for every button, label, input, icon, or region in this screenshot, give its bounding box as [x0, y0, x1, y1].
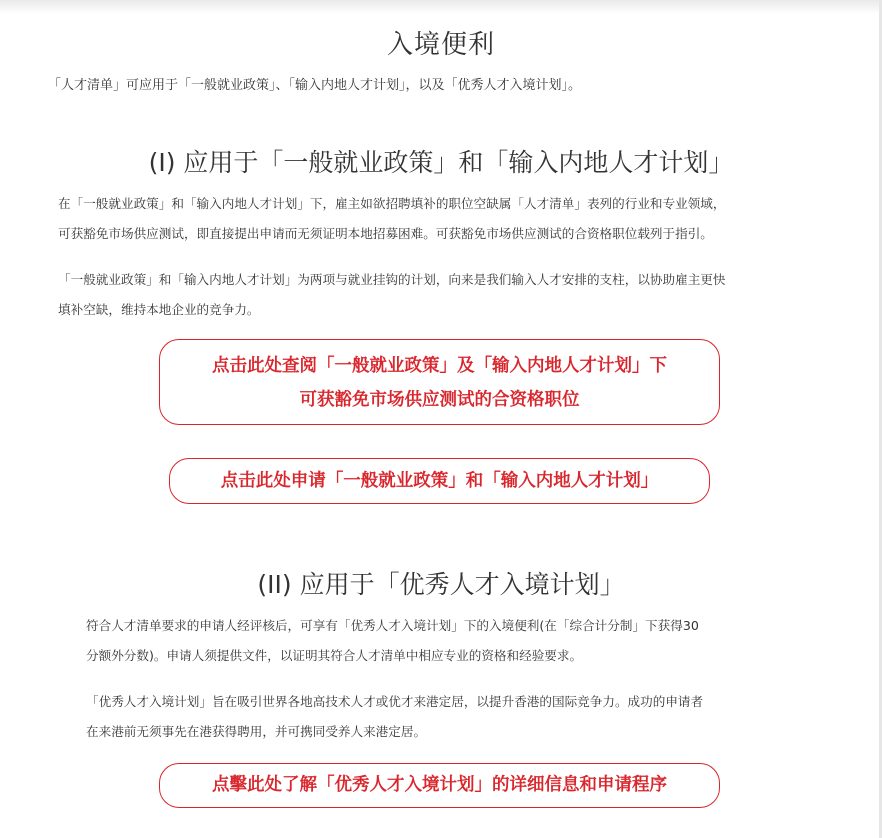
view-eligible-jobs-line1: 点击此处查阅「一般就业政策」及「输入内地人才计划」下 [212, 356, 667, 376]
intro-text: 「人才清单」可应用于「一般就业政策」、「输入内地人才计划」，以及「优秀人才入境计划」。 [48, 78, 582, 93]
page-title: 入境便利 [386, 30, 495, 60]
section1-heading: (I) 应用于「一般就业政策」和「输入内地人才计划」 [148, 148, 734, 177]
browser-top-shadow [0, 0, 882, 14]
section1-para2-line2: 填补空缺，维持本地企业的竞争力。 [58, 302, 260, 317]
section2-para1-line1: 符合人才清单要求的申请人经评核后，可享有「优秀人才入境计划」下的入境便利(在「综合计分制」下获得30 [86, 618, 699, 633]
section2-para1-line2: 分额外分数)。申请人须提供文件，以证明其符合人才清单中相应专业的资格和经验要求。 [86, 648, 583, 663]
apply-employment-schemes-button[interactable] [169, 458, 710, 504]
section2-paragraph1 [86, 611, 699, 671]
section1-paragraph1 [58, 189, 725, 249]
apply-employment-schemes-label: 点击此处申请「一般就业政策」和「输入内地人才计划」 [220, 471, 659, 491]
learn-more-talent-scheme-button[interactable] [159, 763, 720, 808]
view-eligible-jobs-button[interactable] [159, 339, 720, 425]
section2-para2-line2: 在来港前无须事先在港获得聘用，并可携同受养人来港定居。 [86, 724, 427, 739]
section1-para1-line2: 可获豁免市场供应测试，即直接提出申请而无须证明本地招募困难。可获豁免市场供应测试的合资格职位载列于指引。 [58, 226, 713, 241]
section2-para2-line1: 「优秀人才入境计划」旨在吸引世界各地高技术人才或优才来港定居，以提升香港的国际竞争力。成功的申请者 [86, 694, 704, 709]
section2-paragraph2 [86, 687, 703, 747]
section1-para2-line1: 「一般就业政策」和「输入内地人才计划」为两项与就业挂钩的计划，向来是我们输入人才安排的支柱，以协助雇主更快 [58, 272, 726, 287]
section1-para1-line1: 在「一般就业政策」和「输入内地人才计划」下，雇主如欲招聘填补的职位空缺属「人才清单」表列的行业和专业领域， [58, 196, 726, 211]
section2-heading: (II) 应用于「优秀人才入境计划」 [257, 570, 625, 599]
learn-more-talent-scheme-label: 点擊此处了解「优秀人才入境计划」的详细信息和申请程序 [212, 775, 667, 795]
view-eligible-jobs-line2: 可获豁免市场供应测试的合资格职位 [299, 390, 580, 410]
section1-paragraph2 [58, 265, 725, 325]
